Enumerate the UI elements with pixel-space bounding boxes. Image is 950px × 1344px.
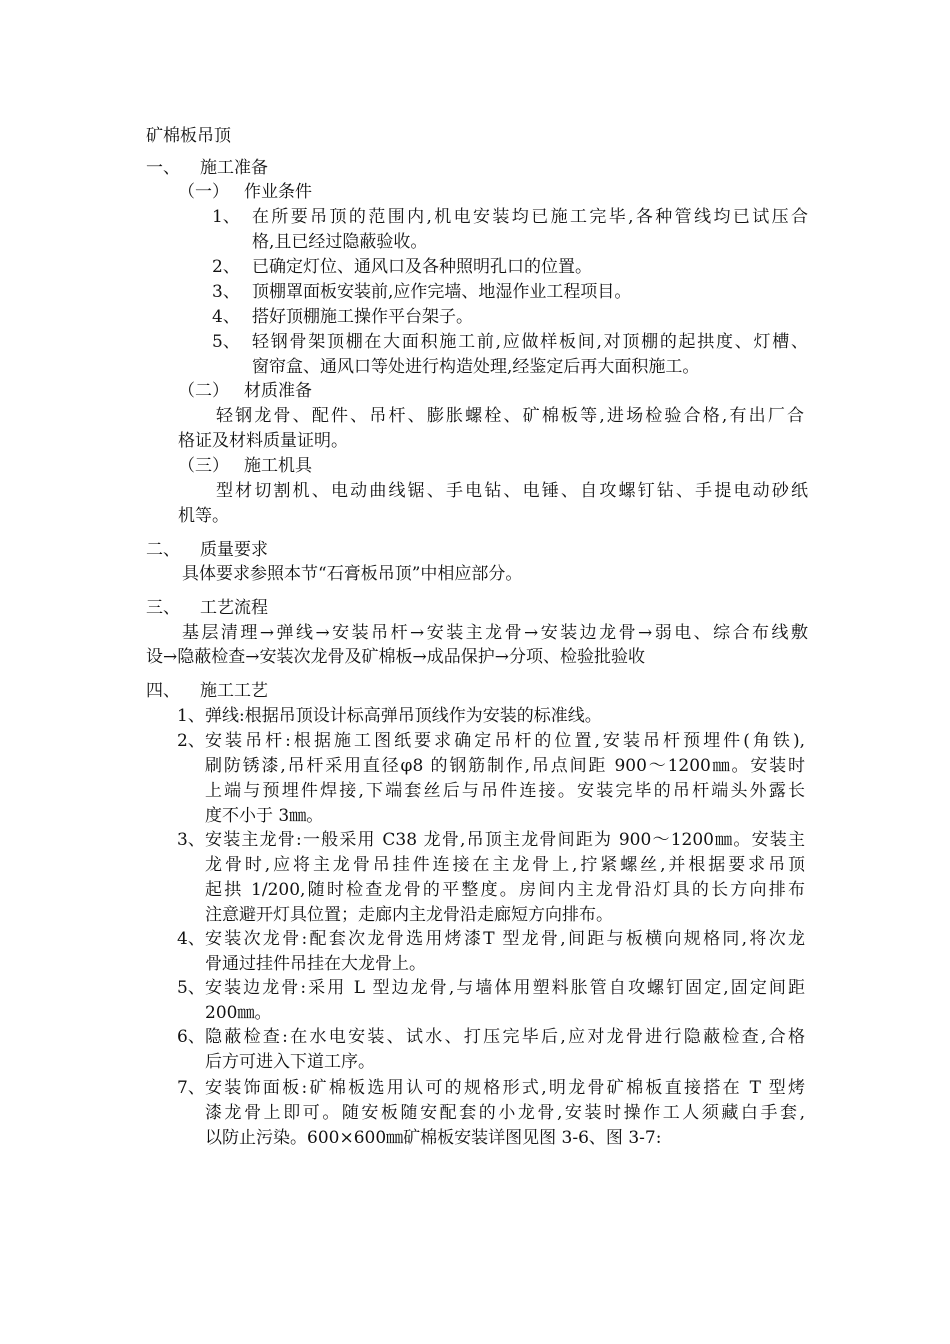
list-item-number: 1、 bbox=[212, 207, 240, 227]
list-item-number: 6、 bbox=[177, 1027, 205, 1047]
list-item-text: 窗帘盒、通风口等处进行构造处理,经鉴定后再大面积施工。 bbox=[252, 357, 700, 377]
list-item-text: 以防止污染。600×600㎜矿棉板安装详图见图 3-6、图 3-7: bbox=[205, 1128, 662, 1148]
document-title: 矿棉板吊顶 bbox=[146, 126, 231, 146]
list-item-text: 200㎜。 bbox=[205, 1003, 272, 1023]
paragraph-line: 格证及材料质量证明。 bbox=[178, 431, 348, 451]
list-item-text: 安装主龙骨:一般采用 C38 龙骨,吊顶主龙骨间距为 900～1200㎜。安装主 bbox=[205, 830, 805, 850]
list-item-number: 2、 bbox=[177, 731, 205, 751]
list-item-number: 3、 bbox=[177, 830, 205, 850]
list-item-text: 度不小于 3㎜。 bbox=[205, 806, 324, 826]
subsection-2-title: 材质准备 bbox=[244, 381, 312, 401]
list-item-number: 3、 bbox=[212, 282, 240, 302]
list-item-text: 轻钢骨架顶棚在大面积施工前,应做样板间,对顶棚的起拱度、灯槽、 bbox=[252, 332, 808, 352]
list-item-number: 5、 bbox=[177, 978, 205, 998]
list-item-text: 安装边龙骨:采用 L 型边龙骨,与墙体用塑料胀管自攻螺钉固定,固定间距 bbox=[205, 978, 805, 998]
list-item-text: 顶棚罩面板安装前,应作完墙、地湿作业工程项目。 bbox=[252, 282, 632, 302]
section-4-number: 四、 bbox=[146, 681, 180, 701]
list-item-number: 4、 bbox=[177, 929, 205, 949]
paragraph-line: 基层清理→弹线→安装吊杆→安装主龙骨→安装边龙骨→弱电、综合布线敷 bbox=[182, 623, 808, 643]
list-item-text: 骨通过挂件吊挂在大龙骨上。 bbox=[205, 954, 426, 974]
subsection-1-title: 作业条件 bbox=[244, 182, 312, 202]
list-item-text: 在所要吊顶的范围内,机电安装均已施工完毕,各种管线均已试压合 bbox=[252, 207, 808, 227]
list-item-text: 起拱 1/200,随时检查龙骨的平整度。房间内主龙骨沿灯具的长方向排布 bbox=[205, 880, 805, 900]
list-item-text: 漆龙骨上即可。随安板随安配套的小龙骨,安装时操作工人须藏白手套, bbox=[205, 1103, 805, 1123]
list-item-text: 搭好顶棚施工操作平台架子。 bbox=[252, 307, 473, 327]
list-item-number: 1、 bbox=[177, 706, 205, 726]
paragraph-line: 型材切割机、电动曲线锯、手电钻、电锤、自攻螺钉钻、手提电动砂纸 bbox=[216, 481, 808, 501]
list-item-number: 4、 bbox=[212, 307, 240, 327]
section-4-title: 施工工艺 bbox=[200, 681, 268, 701]
paragraph-line: 轻钢龙骨、配件、吊杆、膨胀螺栓、矿棉板等,进场检验合格,有出厂合 bbox=[216, 406, 804, 426]
subsection-3-number: （三） bbox=[178, 456, 229, 476]
paragraph-line: 机等。 bbox=[178, 506, 229, 526]
list-item-text: 格,且已经过隐蔽验收。 bbox=[252, 232, 428, 252]
list-item-text: 安装吊杆:根据施工图纸要求确定吊杆的位置,安装吊杆预埋件(角铁), bbox=[205, 731, 805, 751]
list-item-text: 安装饰面板:矿棉板选用认可的规格形式,明龙骨矿棉板直接搭在 T 型烤 bbox=[205, 1078, 805, 1098]
list-item-text: 注意避开灯具位置；走廊内主龙骨沿走廊短方向排布。 bbox=[205, 905, 613, 925]
list-item-text: 龙骨时,应将主龙骨吊挂件连接在主龙骨上,拧紧螺丝,并根据要求吊顶 bbox=[205, 855, 805, 875]
list-item-number: 7、 bbox=[177, 1078, 205, 1098]
list-item-text: 后方可进入下道工序。 bbox=[205, 1052, 375, 1072]
subsection-2-number: （二） bbox=[178, 381, 229, 401]
paragraph-line: 设→隐蔽检查→安装次龙骨及矿棉板→成品保护→分项、检验批验收 bbox=[146, 647, 645, 667]
section-1-title: 施工准备 bbox=[200, 158, 268, 178]
section-3-title: 工艺流程 bbox=[200, 598, 268, 618]
list-item-number: 2、 bbox=[212, 257, 240, 277]
section-2-title: 质量要求 bbox=[200, 540, 268, 560]
list-item-text: 隐蔽检查:在水电安装、试水、打压完毕后,应对龙骨进行隐蔽检查,合格 bbox=[205, 1027, 805, 1047]
section-1-number: 一、 bbox=[146, 158, 180, 178]
list-item-text: 已确定灯位、通风口及各种照明孔口的位置。 bbox=[252, 257, 592, 277]
paragraph-line: 具体要求参照本节“石膏板吊顶”中相应部分。 bbox=[182, 564, 523, 584]
list-item-text: 弹线:根据吊顶设计标高弹吊顶线作为安装的标准线。 bbox=[205, 706, 602, 726]
list-item-number: 5、 bbox=[212, 332, 240, 352]
list-item-text: 安装次龙骨:配套次龙骨选用烤漆T 型龙骨,间距与板横向规格同,将次龙 bbox=[205, 929, 805, 949]
list-item-text: 刷防锈漆,吊杆采用直径φ8 的钢筋制作,吊点间距 900～1200㎜。安装时 bbox=[205, 756, 805, 776]
subsection-3-title: 施工机具 bbox=[244, 456, 312, 476]
section-3-number: 三、 bbox=[146, 598, 180, 618]
subsection-1-number: （一） bbox=[178, 182, 229, 202]
list-item-text: 上端与预埋件焊接,下端套丝后与吊件连接。安装完毕的吊杆端头外露长 bbox=[205, 781, 805, 801]
section-2-number: 二、 bbox=[146, 540, 180, 560]
